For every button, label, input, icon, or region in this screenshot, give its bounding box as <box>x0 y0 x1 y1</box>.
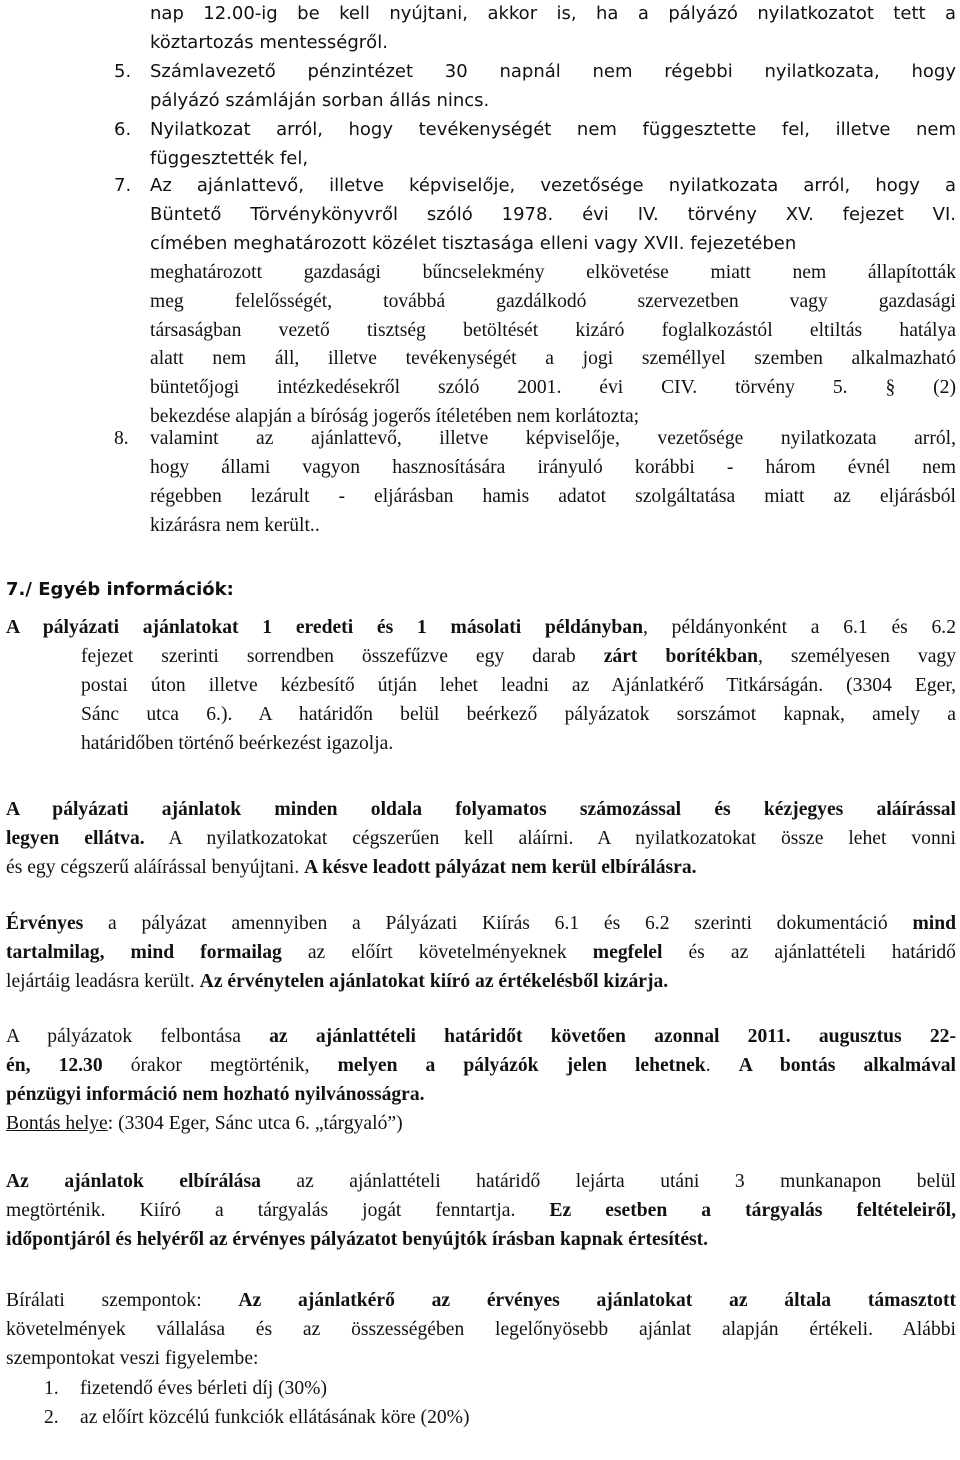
bold-text: A késve leadott pályázat nem kerül elbírálásra. <box>304 856 697 878</box>
text: a pályázat amennyiben a Pályázati Kiírás 6.1 és 6.2 szerinti dokumentáció <box>83 913 913 934</box>
text-line: nap 12.00-ig be kell nyújtani, akkor is, ha a pályázó nyilatkozatot tett a <box>150 3 956 24</box>
list-continuation <box>150 0 956 58</box>
list-number: 7. <box>114 175 132 196</box>
text-line: köztartozás mentességről. <box>150 31 388 53</box>
bold-text: Az érvénytelen ajánlatokat kiíró az értékelésből kizárja. <box>199 970 669 992</box>
text-line: Büntető Törvénykönyvről szóló 1978. évi IV. törvény XV. fejezet VI. <box>150 203 956 225</box>
bold-text: én, 12.30 <box>6 1054 103 1076</box>
text-line: függesztették fel, <box>150 147 309 169</box>
paragraph-validity <box>6 910 956 997</box>
bold-text: A pályázati ajánlatok minden oldala folyamatos számozással és kézjegyes aláírással <box>6 799 956 820</box>
bold-text: melyen a pályázók jelen lehetnek <box>337 1054 706 1076</box>
list-number: 5. <box>114 61 132 82</box>
list-number: 8. <box>114 428 129 449</box>
bold-text: legyen ellátva. <box>6 827 145 849</box>
paragraph-submission <box>6 614 956 759</box>
text-line: címében meghatározott közélet tisztasága elleni vagy XVII. fejezetében <box>150 232 797 254</box>
text: . <box>705 1054 739 1076</box>
paragraph-criteria <box>6 1287 956 1374</box>
text: fejezet szerinti sorrendben összefűzve egy darab <box>81 645 604 667</box>
text: , példányonként a 6.1 és 6.2 <box>643 617 956 638</box>
list-item-6 <box>114 116 956 174</box>
text-line: meghatározott gazdasági bűncselekmény elkövetése miatt nem állapították <box>150 261 956 283</box>
text: órakor megtörténik, <box>102 1054 338 1076</box>
text-line: valamint az ajánlattevő, illetve képviselője, vezetősége nyilatkozata arról, <box>150 428 956 449</box>
list-text: fizetendő éves bérleti díj (30%) <box>80 1378 327 1399</box>
text-line: Nyilatkozat arról, hogy tevékenységét nem függesztette fel, illetve nem <box>150 119 956 140</box>
text: Bírálati szempontok: <box>6 1290 239 1311</box>
text-line: büntetőjogi intézkedésekről szóló 2001. évi CIV. törvény 5. § (2) <box>150 377 956 399</box>
bold-text: mind <box>912 913 956 934</box>
criteria-list <box>6 1375 470 1433</box>
text: : (3304 Eger, Sánc utca 6. „tárgyaló”) <box>107 1112 403 1134</box>
text: az ajánlattételi határidő lejárta utáni 3 munkanapon belül <box>260 1171 956 1192</box>
bold-text: A pályázati ajánlatokat 1 eredeti és 1 másolati példányban <box>6 617 644 638</box>
bold-text: A bontás alkalmával <box>738 1054 956 1076</box>
paragraph-opening <box>6 1023 956 1139</box>
text-line: bekezdése alapján a bíróság jogerős ítéletében nem korlátozta; <box>150 406 640 428</box>
list-text: az előírt közcélú funkciók ellátásának köre (20%) <box>80 1406 470 1428</box>
bold-text: Az ajánlatok elbírálása <box>6 1171 261 1192</box>
list-item <box>6 1375 470 1404</box>
bold-text: időpontjáról és helyéről az érvényes pályázatot benyújtók írásban kapnak értesítést. <box>6 1228 709 1250</box>
list-item-5 <box>114 58 956 116</box>
bold-text: Érvényes <box>6 913 84 934</box>
list-item <box>6 1404 470 1433</box>
text: és az ajánlattételi határidő <box>662 941 956 963</box>
text-line: szempontokat veszi figyelembe: <box>6 1347 259 1369</box>
text-line: pályázó számláján sorban állás nincs. <box>150 89 490 111</box>
list-number: 1. <box>44 1378 59 1399</box>
bold-text: pénzügyi információ nem hozható nyilvánosságra. <box>6 1083 425 1105</box>
text-line: Az ajánlattevő, illetve képviselője, vezetősége nyilatkozata arról, hogy a <box>150 175 956 196</box>
bold-text: Ez esetben a tárgyalás feltételeiről, <box>549 1199 957 1221</box>
text: az előírt követelményeknek <box>281 941 593 963</box>
bold-text: Az ajánlatkérő az érvényes ajánlatokat az általa támasztott <box>238 1290 956 1311</box>
bold-text: tartalmilag, mind formailag <box>6 941 282 963</box>
text: és egy cégszerű aláírással benyújtani. <box>6 856 305 878</box>
text-line: meg felelősségét, továbbá gazdálkodó szervezetben vagy gazdasági <box>150 290 956 312</box>
text: A nyilatkozatokat cégszerűen kell aláírni. A nyilatkozatokat össze lehet vonni <box>144 827 956 849</box>
underlined-text: Bontás helye <box>6 1112 108 1134</box>
list-number: 6. <box>114 119 132 140</box>
list-number: 2. <box>44 1406 59 1428</box>
text-line: hogy állami vagyon hasznosítására irányuló korábbi - három évnél nem <box>150 456 956 478</box>
bold-text: megfelel <box>592 941 663 963</box>
paragraph-numbering <box>6 796 956 883</box>
text-line: kizárásra nem került.. <box>150 514 320 536</box>
bold-text: zárt borítékban <box>603 645 758 667</box>
text-line: postai úton illetve kézbesítő útján lehet leadni az Ajánlatkérő Titkárságán. (3304 Eger, <box>81 674 956 696</box>
text: A pályázatok felbontása <box>6 1026 270 1047</box>
text-line: régebben lezárult - eljárásban hamis adatot szolgáltatása miatt az eljárásból <box>150 485 956 507</box>
text-line: követelmények vállalása és az összességében legelőnyösebb ajánlat alapján értékeli. Alábbi <box>6 1318 956 1340</box>
list-item-8 <box>114 425 956 541</box>
list-item-7 <box>114 172 956 432</box>
text-line: határidőben történő beérkezést igazolja. <box>81 732 394 754</box>
text: lejártáig leadásra került. <box>6 970 200 992</box>
text-line: Számlavezető pénzintézet 30 napnál nem régebbi nyilatkozata, hogy <box>150 61 956 82</box>
text: megtörténik. Kiíró a tárgyalás jogát fenntartja. <box>6 1199 550 1221</box>
text-line: társaságban vezető tisztség betöltését kizáró foglalkozástól eltiltás hatálya <box>150 319 956 341</box>
text-line: alatt nem áll, illetve tevékenységét a jogi személlyel szemben alkalmazható <box>150 348 956 370</box>
paragraph-evaluation <box>6 1168 956 1255</box>
text: , személyesen vagy <box>757 645 956 667</box>
bold-text: az ajánlattételi határidőt követően azonnal 2011. augusztus 22- <box>269 1026 956 1047</box>
section-heading: 7./ Egyéb információk: <box>6 579 234 600</box>
text-line: Sánc utca 6.). A határidőn belül beérkező pályázatok sorszámot kapnak, amely a <box>81 703 956 725</box>
